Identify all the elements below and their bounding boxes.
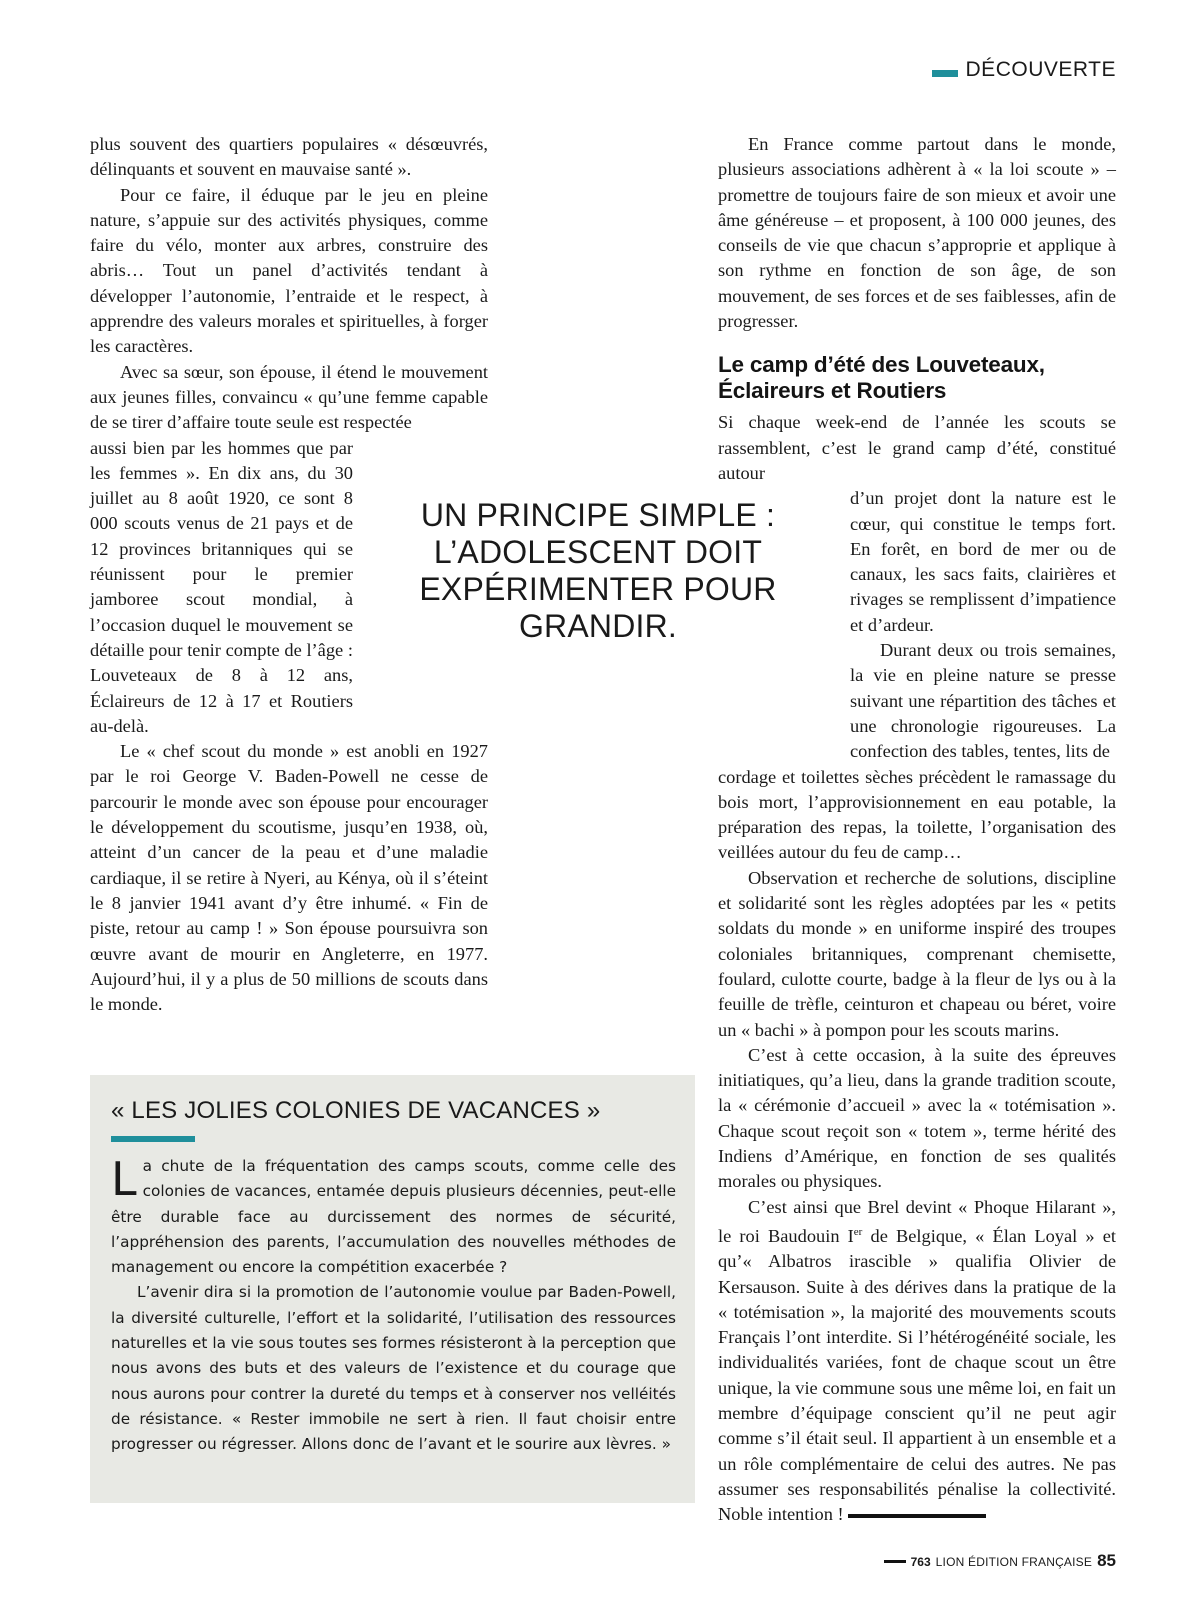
- right-paragraph-4: C’est à cette occasion, à la suite des épreuves initiatiques, qu’a lieu, dans la grande tradition scoute, la « cérémonie d’accueil » avec la « totémisation ». Chaque scout reçoit son « totem », terme hérité des Indiens d’Amérique, en fonction de ses qualités morales ou physiques.: [718, 1044, 1116, 1192]
- paragraph-5-end: de Belgique, « Élan Loyal » et qu’« Albatros irascible » qualifia Olivier de Kersauson. Suite à des dérives dans la pratique de la « totémisation », la majorité des mouvements scouts Français l’ont interdite. Si l’hétérogénéité sociale, les individualités variées, font de chaque scout un être unique, la vie commune sous une même loi, en fait un membre d’équipage conscient qu’il ne peut agir comme s’il était seul. Il appartient à un ensemble et a un rôle complémentaire de celui des autres. Ne pas assumer ses responsabilités pénalise la collectivité. Noble intention !: [718, 1226, 1117, 1525]
- pull-quote: UN PRINCIPE SIMPLE : L’ADOLESCENT DOIT EXPÉRIMENTER POUR GRANDIR.: [419, 497, 777, 644]
- section-label-text: DÉCOUVERTE: [965, 58, 1116, 81]
- sidebar-accent-bar: [111, 1136, 195, 1142]
- sidebar-box: [90, 1075, 695, 1503]
- section-accent-bar: [932, 70, 958, 77]
- superscript: er: [853, 1225, 863, 1238]
- paragraph-5-start: C’est ainsi que Brel devint « Phoque Hilarant », le roi Baudouin I: [718, 1196, 1116, 1246]
- right-intro-paragraph: En France comme partout dans le monde, plusieurs associations adhèrent à « la loi scoute » – promettre de toujours faire de son mieux et avoir une âme généreuse – et proposent, à 100 000 jeunes, des conseils de vie que chacun s’approprie et applique à son rythme en fonction de son âge, de son mouvement, de ses forces et de ses faiblesses, afin de progresser.: [718, 134, 1116, 332]
- right-paragraph-1: Si chaque week-end de l’année les scouts se rassemblent, c’est le grand camp d’été, constitué autour: [718, 412, 1116, 483]
- drop-cap: L: [111, 1152, 137, 1206]
- subheading: Le camp d’été des Louveteaux, Éclaireurs et Routiers: [718, 352, 1045, 404]
- sidebar-paragraph-2: L’avenir dira si la promotion de l’autonomie voulue par Baden-Powell, la diversité culturelle, l’effort et la solidarité, l’utilisation des ressources naturelles et la vie sous toutes ses formes résisteront à la perception que nous avons des buts et des valeurs de l’existence et du courage que nous aurons pour contrer la dureté du temps et à conserver nos velléités de résistance. « Rester immobile ne sert à rien. Il faut choisir entre progresser ou régresser. Allons donc de l’avant et le sourire aux lèvres. »: [111, 1283, 676, 1454]
- publication-name: LION ÉDITION FRANÇAISE: [935, 1555, 1093, 1569]
- left-paragraph-1: plus souvent des quartiers populaires « désœuvrés, délinquants et souvent en mauvaise santé ».: [90, 134, 488, 180]
- right-paragraph-2-continued: cordage et toilettes sèches précèdent le ramassage du bois mort, l’approvisionnement en eau potable, la préparation des repas, la toilette, l’organisation des veillées autour du feu de camp…: [718, 766, 1116, 863]
- section-label: [932, 58, 1116, 82]
- issue-number: 763: [910, 1555, 931, 1569]
- left-paragraph-2: Pour ce faire, il éduque par le jeu en pleine nature, s’appuie sur des activités physiques, comme faire du vélo, monter aux arbres, construire des abris… Tout un panel d’activités tendant à développer l’autonomie, l’entraide et le respect, à apprendre des valeurs morales et spirituelles, à forger les caractères.: [90, 184, 488, 357]
- right-paragraph-2: Durant deux ou trois semaines, la vie en pleine nature se presse suivant une répartition des tâches et une chronologie rigoureuses. La confection des tables, tentes, lits de: [850, 640, 1116, 762]
- footer-dash: [884, 1560, 906, 1563]
- sidebar-paragraph-1-text: a chute de la fréquentation des camps scouts, comme celle des colonies de vacances, entamée depuis plusieurs décennies, peut-elle être durable face au durcissement des normes de sécurité, l’appréhension des parents, l’accumulation des nouvelles méthodes de management ou encore la compétition exacerbée ?: [111, 1157, 676, 1277]
- sidebar-body: [111, 1154, 676, 1458]
- sidebar-paragraph-1: [111, 1154, 676, 1280]
- right-paragraph-3: Observation et recherche de solutions, discipline et solidarité sont les règles adoptées par les « petits soldats du monde » en uniforme inspiré des troupes coloniales britanniques, comprenant chemisette, foulard, culotte courte, badge à la fleur de lys ou à la feuille de trèfle, ceinturon et chapeau ou béret, voire un « bachi » à pompon pour les scouts marins.: [718, 867, 1116, 1040]
- sidebar-title: « LES JOLIES COLONIES DE VACANCES »: [111, 1097, 601, 1124]
- left-paragraph-3: Avec sa sœur, son épouse, il étend le mouvement aux jeunes filles, convaincu « qu’une femme capable de se tirer d’affaire toute seule est respectée: [90, 361, 488, 433]
- right-column: [718, 132, 1116, 1528]
- page-number: 85: [1097, 1551, 1116, 1570]
- end-mark: [848, 1514, 986, 1518]
- left-paragraph-3-continued: aussi bien par les hommes que par les femmes ». En dix ans, du 30 juillet au 8 août 1920, ce sont 8 000 scouts venus de 21 pays et de 12 provinces britanniques qui se réunissent pour le premier jamboree scout mondial, à l’occasion duquel le mouvement se détaille pour tenir compte de l’âge : Louveteaux de 8 à 12 ans, Éclaireurs de 12 à 17 et Routiers au-delà.: [90, 437, 353, 736]
- page-footer: [884, 1551, 1116, 1571]
- right-paragraph-5: [718, 1195, 1116, 1528]
- left-paragraph-4: Le « chef scout du monde » est anobli en 1927 par le roi George V. Baden-Powell ne cesse de parcourir le monde avec son épouse pour encourager le développement du scoutisme, jusqu’en 1938, où, atteint d’un cancer de la peau et d’une maladie cardiaque, il se retire à Nyeri, au Kénya, où il s’éteint le 8 janvier 1941 avant d’y être inhumé. « Fin de piste, retour au camp ! » Son épouse poursuivra son œuvre avant de mourir en Angleterre, en 1977. Aujourd’hui, il y a plus de 50 millions de scouts dans le monde.: [90, 741, 488, 1015]
- right-paragraph-1-continued: d’un projet dont la nature est le cœur, qui constitue le temps fort. En forêt, en bord de mer ou de canaux, les sacs faits, clairières et rivages se remplissent d’impatience et d’ardeur.: [850, 488, 1116, 635]
